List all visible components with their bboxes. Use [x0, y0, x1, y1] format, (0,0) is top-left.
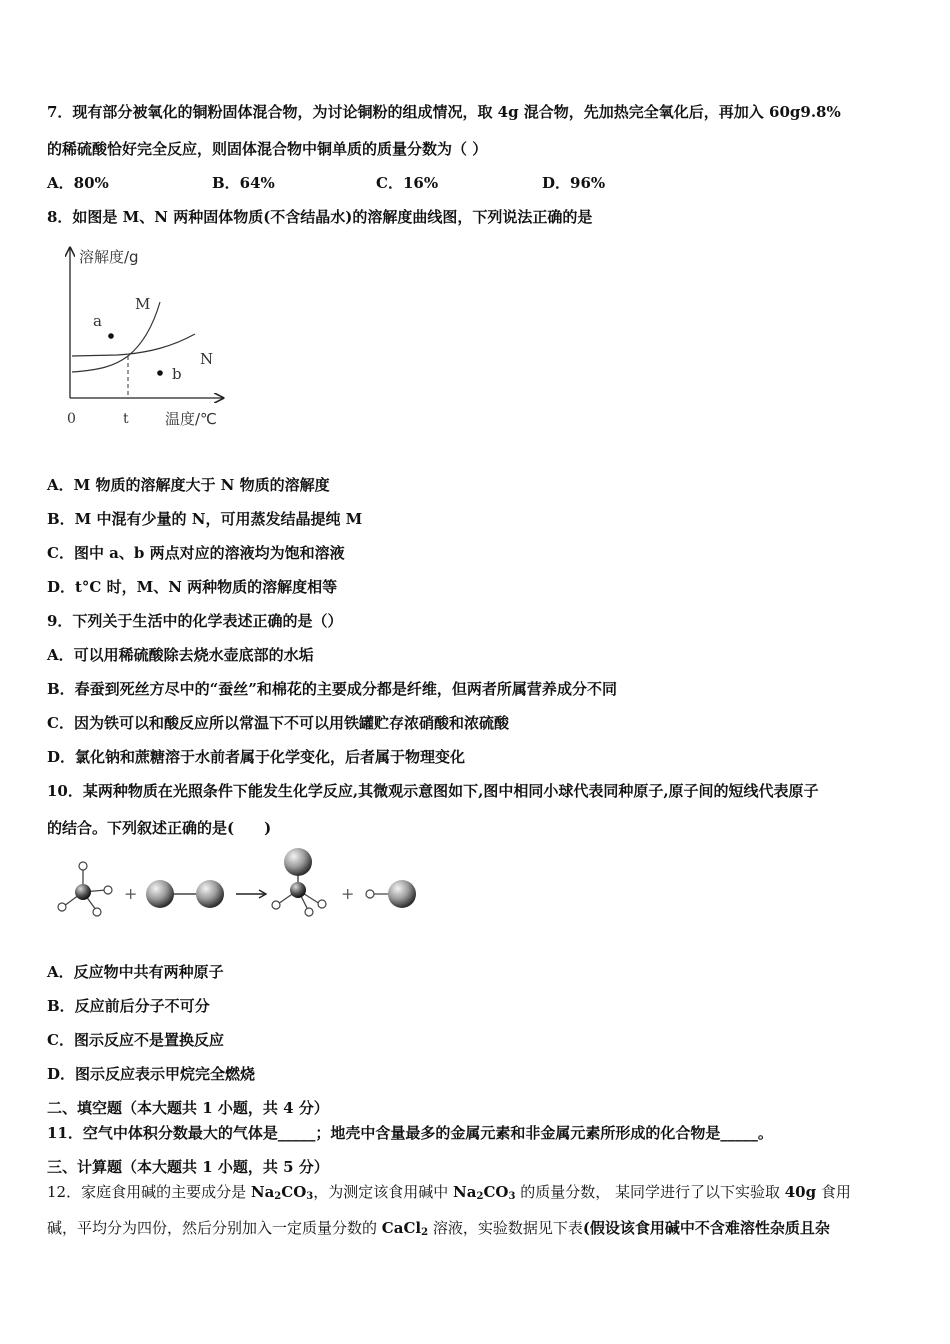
section2-heading: 二、填空题（本大题共 1 小题，共 4 分）	[47, 1099, 329, 1117]
q9-stem: 9．下列关于生活中的化学表述正确的是（）	[47, 612, 343, 630]
plus-sign-2: +	[341, 884, 355, 903]
point-b-label: b	[172, 365, 182, 383]
q8-stem: 8．如图是 M、N 两种固体物质(不含结晶水)的溶解度曲线图，下列说法正确的是	[47, 208, 593, 226]
q7-option-c: C．16%	[376, 174, 439, 192]
molecule-reaction-figure	[50, 846, 425, 926]
q11-stem: 11．空气中体积分数最大的气体是_____；地壳中含量最多的金属元素和非金属元素所形成的化合物是_____。	[47, 1124, 773, 1142]
q9-option-a: A．可以用稀硫酸除去烧水壶底部的水垢	[47, 646, 314, 664]
q8-option-d: D．t°C 时，M、N 两种物质的溶解度相等	[47, 578, 338, 596]
chlorine-molecule	[146, 880, 224, 908]
q9-option-d: D．氯化钠和蔗糖溶于水前者属于化学变化，后者属于物理变化	[47, 748, 466, 766]
q12-stem-line2: 碱，平均分为四份，然后分别加入一定质量分数的 CaCl$_2$ 溶液，实验数据见下表(假设该食用碱中不含难溶性杂质且杂	[47, 1219, 830, 1238]
section3-heading: 三、计算题（本大题共 1 小题，共 5 分）	[47, 1158, 329, 1176]
hydrogen-chloride-molecule	[366, 880, 416, 908]
q10-option-a: A．反应物中共有两种原子	[47, 963, 224, 981]
q10-option-c: C．图示反应不是置换反应	[47, 1031, 224, 1049]
q8-option-a: A．M 物质的溶解度大于 N 物质的溶解度	[47, 476, 330, 494]
q10-stem-line1: 10．某两种物质在光照条件下能发生化学反应,其微观示意图如下,图中相同小球代表同种原子,原子间的短线代表原子	[47, 782, 819, 800]
point-a	[108, 333, 114, 339]
y-axis-label: 溶解度/g	[79, 248, 139, 266]
x-axis-label: 温度/℃	[165, 410, 217, 428]
q8-option-c: C．图中 a、b 两点对应的溶液均为饱和溶液	[47, 544, 345, 562]
methane-molecule	[58, 862, 112, 916]
curve-n	[72, 334, 195, 356]
t-label: t	[123, 411, 129, 427]
q8-option-b: B．M 中混有少量的 N，可用蒸发结晶提纯 M	[47, 510, 363, 528]
q7-stem-line1: 7．现有部分被氧化的铜粉固体混合物，为讨论铜粉的组成情况，取 4g 混合物，先加热完全氧化后，再加入 60g9.8%	[47, 103, 841, 121]
solubility-curve-figure	[55, 240, 235, 435]
point-b	[157, 370, 163, 376]
chloromethane-molecule	[272, 848, 326, 916]
q7-option-a: A．80%	[47, 174, 109, 192]
q10-option-b: B．反应前后分子不可分	[47, 997, 210, 1015]
q7-option-d: D．96%	[542, 174, 606, 192]
q12-stem-line1: 12．家庭食用碱的主要成分是 $Na_2CO_3$，为测定该食用碱中 $Na_2CO_3$ 的质量分数， 某同学进行了以下实验取 40g 食用	[47, 1183, 851, 1202]
plus-sign-1: +	[124, 884, 138, 903]
point-a-label: a	[93, 312, 102, 330]
origin-label: 0	[67, 411, 76, 427]
q10-option-d: D．图示反应表示甲烷完全燃烧	[47, 1065, 256, 1083]
q7-stem-line2: 的稀硫酸恰好完全反应，则固体混合物中铜单质的质量分数为（ ）	[47, 140, 488, 158]
curve-m-label: M	[135, 295, 151, 313]
q9-option-c: C．因为铁可以和酸反应所以常温下不可以用铁罐贮存浓硝酸和浓硫酸	[47, 714, 509, 732]
q10-stem-line2: 的结合。下列叙述正确的是( )	[47, 819, 272, 837]
curve-n-label: N	[200, 350, 214, 368]
q9-option-b: B．春蚕到死丝方尽中的“蚕丝”和棉花的主要成分都是纤维，但两者所属营养成分不同	[47, 680, 617, 698]
q7-option-b: B．64%	[212, 174, 275, 192]
